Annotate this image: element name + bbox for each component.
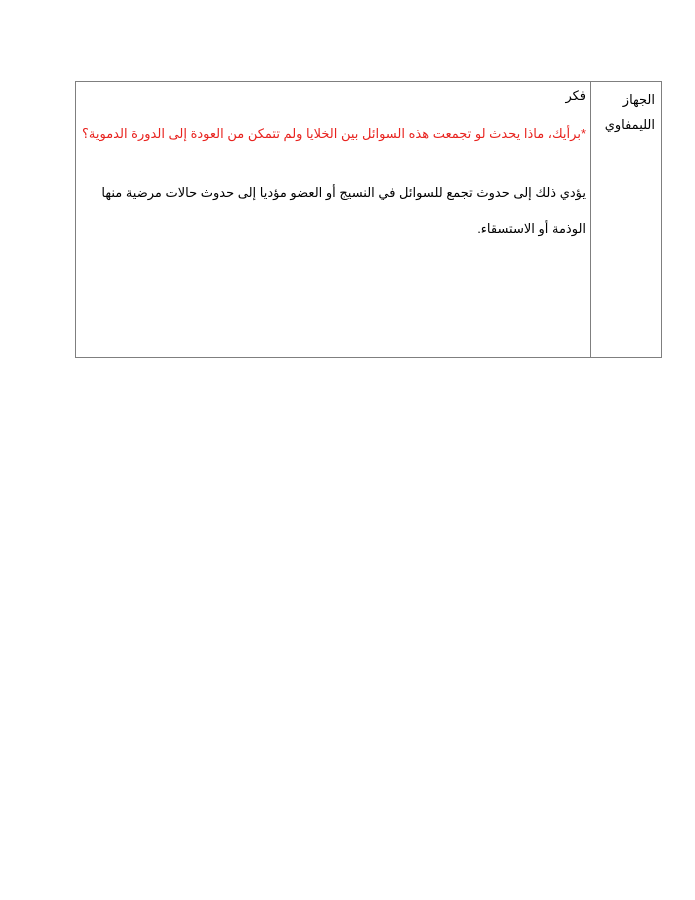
question-text: *برأيك، ماذا يحدث لو تجمعت هذه السوائل بين الخلايا ولم تتمكن من العودة إلى الدورة الدموية؟: [82, 126, 587, 141]
label-line-1: الجهاز: [622, 92, 655, 107]
label-cell: [590, 82, 661, 357]
content-cell: [76, 82, 590, 357]
content-table: [75, 81, 662, 358]
label-line-2: الليمفاوي: [604, 117, 655, 132]
answer-line-2: الوذمة أو الاستسقاء.: [477, 221, 587, 236]
section-heading: فكر: [565, 88, 587, 103]
answer-line-1: يؤدي ذلك إلى حدوث تجمع للسوائل في النسيج أو العضو مؤديا إلى حدوث حالات مرضية منها: [101, 185, 587, 200]
